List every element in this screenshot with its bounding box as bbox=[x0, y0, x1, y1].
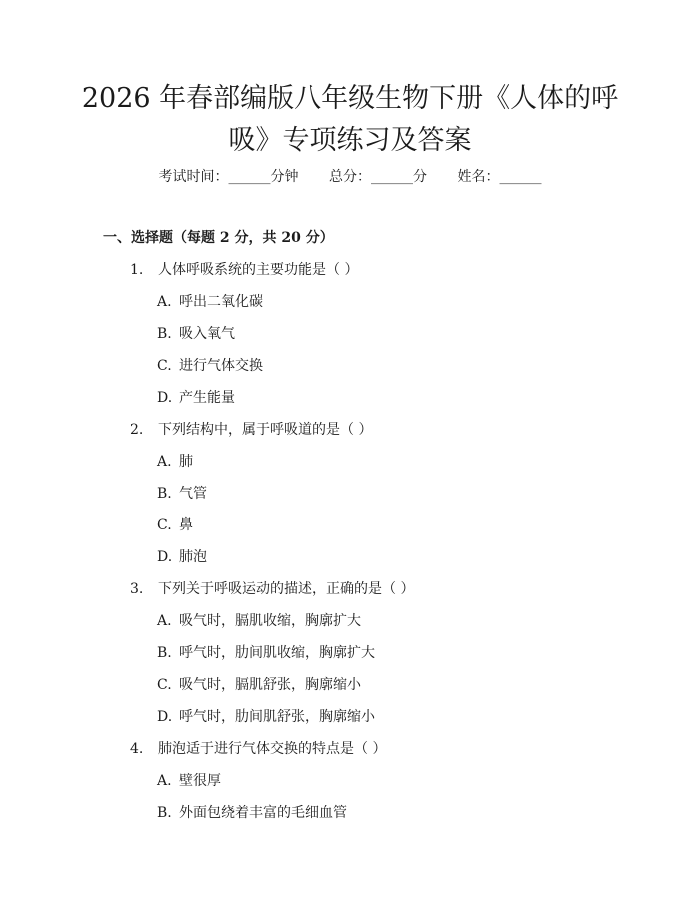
option-letter: C. bbox=[157, 358, 172, 374]
question-3 bbox=[130, 579, 414, 599]
exam-time: 考试时间：______分钟 bbox=[158, 169, 299, 185]
student-name: 姓名：______ bbox=[457, 169, 542, 185]
document-title bbox=[0, 78, 700, 162]
title-line-1: 2026 年春部编版八年级生物下册《人体的呼 bbox=[81, 83, 619, 114]
option-letter: A. bbox=[157, 454, 172, 470]
exam-info bbox=[0, 167, 700, 187]
exam-score: 总分：______分 bbox=[329, 169, 427, 185]
question-2 bbox=[130, 420, 372, 440]
option-2d bbox=[157, 547, 207, 567]
option-text: 吸气时，膈肌收缩，胸廓扩大 bbox=[179, 613, 361, 629]
question-text: 人体呼吸系统的主要功能是（ ） bbox=[158, 262, 359, 278]
question-number: 3. bbox=[130, 581, 144, 597]
question-text: 下列结构中，属于呼吸道的是（ ） bbox=[158, 422, 373, 438]
title-line-2: 吸》专项练习及答案 bbox=[228, 125, 472, 156]
option-1b bbox=[157, 324, 235, 344]
option-text: 呼出二氧化碳 bbox=[179, 294, 263, 310]
question-1 bbox=[130, 260, 358, 280]
question-text: 肺泡适于进行气体交换的特点是（ ） bbox=[158, 741, 387, 757]
option-letter: D. bbox=[157, 549, 173, 565]
option-3c bbox=[157, 675, 361, 695]
option-3a bbox=[157, 611, 361, 631]
option-text: 吸入氧气 bbox=[179, 326, 235, 342]
option-1d bbox=[157, 388, 235, 408]
question-number: 4. bbox=[130, 741, 144, 757]
option-text: 进行气体交换 bbox=[179, 358, 263, 374]
option-3d bbox=[157, 707, 375, 727]
option-letter: A. bbox=[157, 294, 172, 310]
option-text: 呼气时，肋间肌舒张，胸廓缩小 bbox=[179, 709, 375, 725]
option-letter: B. bbox=[157, 805, 172, 821]
option-letter: B. bbox=[157, 326, 172, 342]
option-text: 壁很厚 bbox=[179, 773, 221, 789]
option-2c bbox=[157, 515, 193, 535]
option-1a bbox=[157, 292, 263, 312]
option-text: 肺 bbox=[179, 454, 193, 470]
option-4b bbox=[157, 803, 347, 823]
option-2b bbox=[157, 484, 207, 504]
option-letter: C. bbox=[157, 517, 172, 533]
option-2a bbox=[157, 452, 193, 472]
question-text: 下列关于呼吸运动的描述，正确的是（ ） bbox=[158, 581, 415, 597]
option-letter: D. bbox=[157, 390, 173, 406]
option-text: 呼气时，肋间肌收缩，胸廓扩大 bbox=[179, 645, 375, 661]
option-letter: D. bbox=[157, 709, 173, 725]
option-text: 肺泡 bbox=[179, 549, 207, 565]
option-1c bbox=[157, 356, 263, 376]
option-letter: B. bbox=[157, 645, 172, 661]
option-text: 气管 bbox=[179, 486, 207, 502]
option-text: 吸气时，膈肌舒张，胸廓缩小 bbox=[179, 677, 361, 693]
option-text: 鼻 bbox=[179, 517, 193, 533]
option-letter: B. bbox=[157, 486, 172, 502]
question-4 bbox=[130, 739, 386, 759]
option-text: 产生能量 bbox=[179, 390, 235, 406]
question-number: 2. bbox=[130, 422, 144, 438]
option-letter: A. bbox=[157, 773, 172, 789]
option-4a bbox=[157, 771, 221, 791]
option-letter: C. bbox=[157, 677, 172, 693]
question-number: 1. bbox=[130, 262, 144, 278]
option-text: 外面包绕着丰富的毛细血管 bbox=[179, 805, 347, 821]
option-3b bbox=[157, 643, 375, 663]
section-heading: 一、选择题（每题 2 分，共 20 分） bbox=[103, 230, 334, 246]
option-letter: A. bbox=[157, 613, 172, 629]
